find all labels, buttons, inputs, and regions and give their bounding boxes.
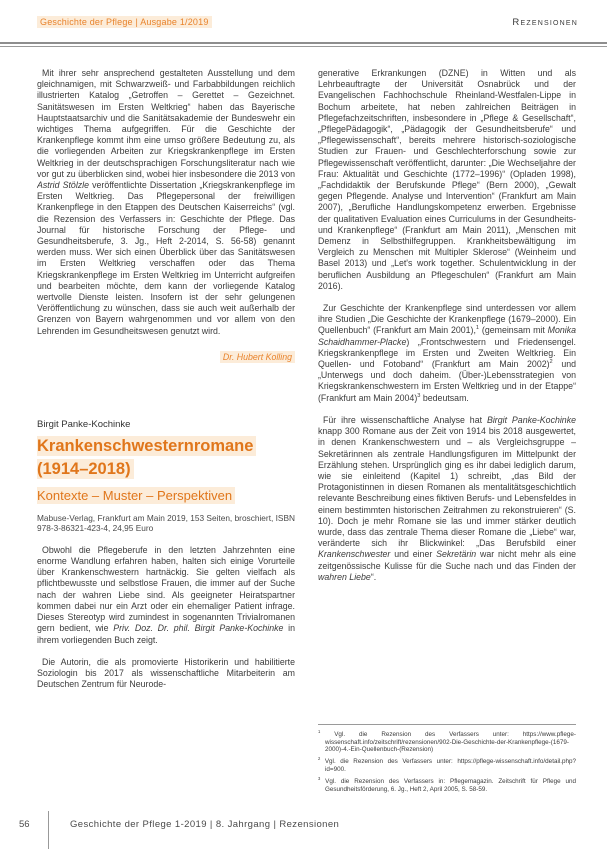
footer-divider: [48, 811, 49, 849]
reviewer-byline: Dr. Hubert Kolling: [220, 351, 295, 363]
review-paragraph-author-bio-start: Die Autorin, die als promovierte Historikerin und habilitierte Soziologin bis 2017 als wissenschaftliche Mitarbeiterin am Deutschen Zentrum für Neurode-: [37, 656, 295, 690]
review-paragraph-previous: Mit ihrer sehr ansprechend gestalteten Ausstellung und dem gleichnamigen, mit Schwarzweiß- und Farbabbildungen reichlich illustrierten Katalog „Getroffen – Gerettet – Gezeichnet. Sanitätswesen im Ersten Weltkrieg“ haben das Bayerische Hauptstaatsarchiv und die Sanitätsakademie der Bundeswehr ein wichtiges Thema aufgegriffen. Für die Geschichte der Krankenpflege kommt ihm eine umso größere Bedeutung zu, als die vorliegenden Arbeiten zur Kriegskrankenpflege im Ersten Weltkrieg in der deutschsprachigen Forschungsliteratur nach wie vor gut zu überblicken sind, wobei hier insbesondere die 2013 von Astrid Stölzle veröffentlichte Dissertation „Kriegskrankenpflege im Ersten Weltkrieg. Das Pflegepersonal der freiwilligen Krankenpflege in den Etappen des Deutschen Kaiserreichs“ (vgl. die Rezension des Verfassers in: Geschichte der Pflege. Das Journal für historische Forschung der Pflege- und Gesundheitsberufe, 3. Jg., Heft 2-2014, S. 56-58) genannt werden muss. Wer sich einen Überblick über das Sanitätswesen im Ersten Weltkrieg verschaffen oder das Thema Kriegskrankenpflege im Ersten Weltkrieg im Unterricht aufgreifen und bearbeiten möchte, dem kann der vorliegende Katalog wertvolle Dienste leisten. Insofern ist der sehr gelungenen Veröffentlichung zu wünschen, dass sie auch weit außerhalb der Grenzen von Bayern wahrgenommen und vor allem von den Lehrenden im Gesundheitswesen genutzt wird.: [37, 68, 295, 336]
header-divider-thick-line: [0, 42, 607, 44]
reviewer-byline-row: [37, 347, 295, 365]
header-divider-thin-line: [0, 46, 607, 47]
journal-issue-label: Geschichte der Pflege | Ausgabe 1/2019: [37, 16, 212, 28]
page-number: 56: [19, 819, 30, 830]
page-header: [37, 16, 578, 28]
book-subtitle-text: Kontexte – Muster – Perspektiven: [37, 487, 235, 504]
review-paragraph-intro: Obwohl die Pflegeberufe in den letzten Jahrzehnten eine enorme Wandlung erfahren haben, halten sich einige Vorurteile über Krankenschwestern hartnäckig. Sie gelten vielfach als pflichtbewusste und selbstlose Frauen, die immer auf der Suche nach der wahren Liebe sind. Als geeigneter Heiratspartner kommen dabei nur ein Arzt oder ein ehemaliger Patient infrage. Dieses Stereotyp wird zumindest in sogenannten Trivialromanen gern bedient, wie Priv. Doz. Dr. phil. Birgit Panke-Kochinke in ihrem vorliegenden Buch zeigt.: [37, 544, 295, 645]
footnote-1: $^1$ Vgl. die Rezension des Verfassers unter: https://www.pflege-wissenschaft.info/zeitschrift/rezensionen/902-Die-Geschichte-der-Krankenpflege-(1679-2000)-4.-Ein-Quellenbuch-(Rezension): [318, 728, 576, 754]
footnote-divider: [318, 724, 576, 725]
article-body: [37, 60, 576, 800]
review-paragraph-studies: Zur Geschichte der Krankenpflege sind unterdessen vor allem ihre Studien „Die Geschichte der Krankenpflege (1679–2000). Ein Quellenbuch“ (Frankfurt am Main 2001),$^1$ (gemeinsam mit Monika Schaidhammer-Placke) „Frontschwestern und Friedensengel. Kriegskrankenpflege im Ersten und Zweiten Weltkrieg. Ein Quellen- und Fotoband“ (Frankfurt am Main 2002)$^2$ und „Unterwegs und doch daheim. (Über-)Lebensstrategien von Kriegskrankenschwestern im Ersten Weltkrieg und in der Etappe“ (Frankfurt am Main 2004)$^3$ bedeutsam.: [318, 303, 576, 403]
review-paragraph-author-bio-continued: generative Erkrankungen (DZNE) in Witten und als Lehrbeauftragte der Universität Osnabrück und der Evangelischen Fachhochschule Rheinland-Westfalen-Lippe in Bochum arbeitete, hat neben zahlreichen Beiträgen in Pflegefachzeitschriften, insbesondere in „Pflege & Gesellschaft“, „PflegePädagogik“, „Pädagogik der Gesundheitsberufe“ und „Pflegewissenschaft“, bereits mehrere historisch-soziologische Studien zur Frauen- und Geschlechterforschung sowie zur Pflegewissenschaft veröffentlicht, darunter: „Die Wechseljahre der Frau: Aktualität und Geschichte (1772–1996)“ (Opladen 1998), „Fachdidaktik der Berufskunde Pflege“ (Bern 2000), „Gewalt gegen Pflegende. Analyse und Intervention“ (Frankfurt am Main 2007), „Berufliche Handlungskompetenz erwerben. Ergebnisse der qualitativen Evaluation eines Curriculums in der Gesundheits- und Krankenpflege“ (Frankfurt am Main 2011), „Menschen mit Demenz in Selbsthilfegruppen. Krankheitsbewältigung im Vergleich zu Menschen mit Multipler Sklerose“ (Weinheim und Basel 2013) und „Let's work together. Schulentwicklung in der beruflichen Ausbildung an Pflegeschulen“ (Frankfurt am Main 2016).: [318, 68, 576, 291]
review-paragraph-analysis: Für ihre wissenschaftliche Analyse hat Birgit Panke-Kochinke knapp 300 Romane aus der Zeit von 1914 bis 2018 ausgewertet, in denen Krankenschwestern und – als Vergleichsgruppe – Sekretärinnen als zentrale Handlungsfiguren im Mittelpunkt der Erzählung stehen. Ursprünglich ging es ihr dabei lediglich darum, wie sie einleitend (Kapitel 1) schreibt, „das Bild der Protagonistinnen in diesen Romanen als mentalitätsgeschichtlich relevante Beschreibung eines fiktiven Berufs- und Lebensfeldes in einem bestimmten historischen Zeitrahmen zu rekonstruieren“ (S. 10). Doch je mehr Romane sie las und immer stärker deutlich wurde, dass das zentrale Thema dieser Romane die „Liebe“ war, veränderte sich ihr Blickwinkel: „Das Berufsbild einer Krankenschwester und einer Sekretärin war nicht mehr als eine zeitgenössische Kulisse für die Suche nach und das Finden der wahren Liebe“.: [318, 414, 576, 582]
book-author: Birgit Panke-Kochinke: [37, 418, 131, 430]
book-title-text: Krankenschwesternromane (1914–2018): [37, 436, 256, 479]
column-right: [318, 60, 576, 800]
footnotes-block: [318, 724, 576, 800]
book-subtitle: [37, 487, 295, 505]
publisher-info: Mabuse-Verlag, Frankfurt am Main 2019, 153 Seiten, broschiert, ISBN 978-3-86321-423-4, 24,95 Euro: [37, 512, 295, 534]
footnote-2: $^2$ Vgl. die Rezension des Verfassers unter: https://pflege-wissenschaft.info/detail.php?id=900.: [318, 756, 576, 774]
section-label: Rezensionen: [512, 17, 578, 28]
book-title: [37, 435, 295, 481]
header-divider: [0, 42, 607, 47]
review-header: [37, 419, 295, 534]
column-left: [37, 60, 295, 800]
footnote-3: $^3$ Vgl. die Rezension des Verfassers in: Pflegemagazin. Zeitschrift für Pflege und Gesundheitsförderung, 6. Jg., Heft 2, April 2005, S. 58-59.: [318, 776, 576, 794]
footer-text: Geschichte der Pflege 1-2019 | 8. Jahrgang | Rezensionen: [70, 819, 340, 830]
page-footer: [0, 807, 607, 853]
